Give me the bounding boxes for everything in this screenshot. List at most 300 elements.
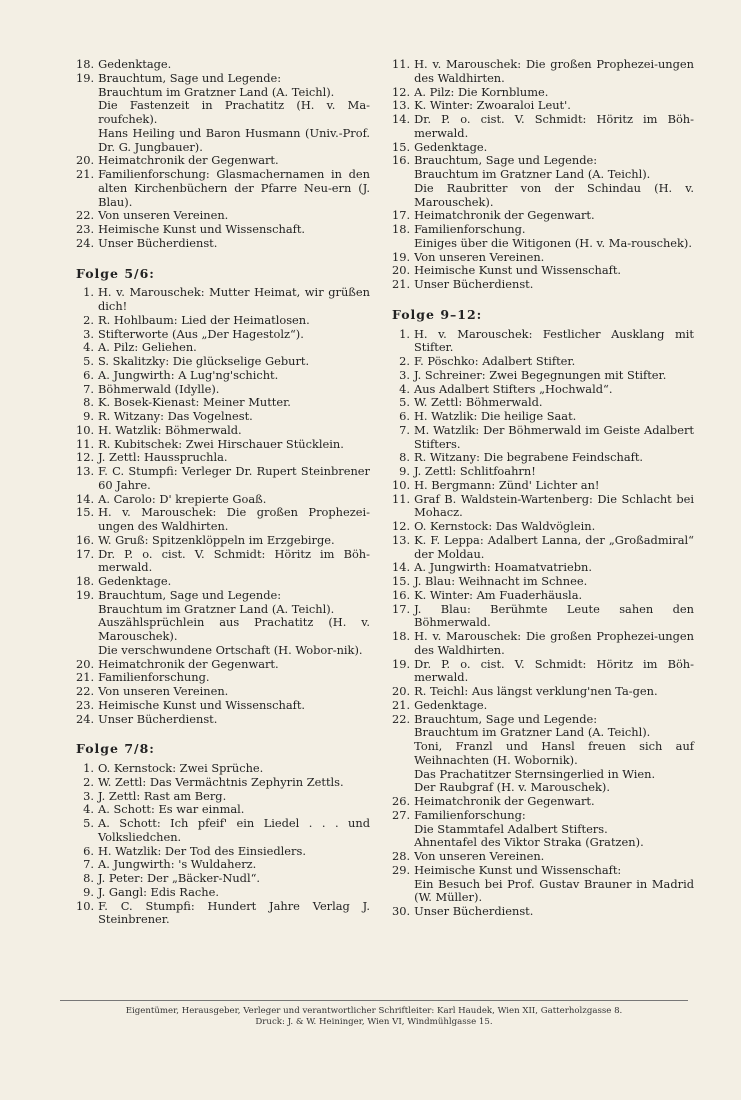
entry-number: 11.	[392, 491, 411, 506]
entry-text	[414, 850, 694, 864]
entry-text	[414, 479, 694, 493]
entry-text	[98, 872, 370, 886]
entry-title: Graf B. Waldstein-Wartenberg: Die Schlacht bei Mohacz.	[414, 491, 694, 520]
entry-text	[98, 790, 370, 804]
entry-text	[98, 658, 370, 672]
entry-text	[414, 328, 694, 356]
entry-text	[414, 603, 694, 631]
toc-entry	[76, 383, 370, 397]
toc-entry	[76, 858, 370, 872]
toc-entry	[392, 99, 694, 113]
toc-entry	[76, 845, 370, 859]
entry-subitem: Einiges über die Witigonen (H. v. Ma-rouschek).	[414, 235, 692, 250]
left-column	[76, 58, 370, 927]
toc-entry	[76, 424, 370, 438]
entry-number: 13.	[392, 98, 411, 113]
entry-text	[414, 154, 694, 209]
toc-entry	[76, 817, 370, 845]
entry-text	[414, 424, 694, 452]
entry-title: A. Jungwirth: 's Wuldaherz.	[98, 857, 257, 872]
entry-number: 7.	[83, 857, 94, 872]
toc-entry	[392, 369, 694, 383]
entry-text	[98, 396, 370, 410]
entry-title: R. Hohlbaum: Lied der Heimatlosen.	[98, 312, 310, 327]
entry-title: Gedenktage.	[414, 139, 488, 154]
entry-number: 17.	[392, 601, 411, 616]
toc-entry	[392, 278, 694, 292]
entry-subitem: Brauchtum im Gratzner Land (A. Teichl).	[414, 725, 651, 740]
entry-title: W. Gruß: Spitzenklöppeln im Erzgebirge.	[98, 532, 335, 547]
toc-entry	[392, 864, 694, 905]
entry-text	[414, 465, 694, 479]
entry-number: 17.	[76, 546, 95, 561]
entry-number: 4.	[399, 381, 410, 396]
entry-text	[414, 630, 694, 658]
toc-entry	[392, 424, 694, 452]
entry-text	[414, 383, 694, 397]
entry-number: 14.	[392, 560, 411, 575]
entry-number: 19.	[76, 587, 95, 602]
entry-title: Böhmerwald (Idylle).	[98, 381, 220, 396]
entry-title: Stifterworte (Aus „Der Hagestolz“).	[98, 326, 304, 341]
entry-title: J. Schreiner: Zwei Begegnungen mit Stifter.	[414, 367, 667, 382]
entry-number: 14.	[392, 112, 411, 126]
entry-text	[414, 113, 694, 141]
entry-subitem: Der Raubgraf (H. v. Marouschek).	[414, 780, 610, 795]
entry-text	[414, 685, 694, 699]
toc-entry	[76, 671, 370, 685]
toc-entry	[392, 685, 694, 699]
entry-number: 2.	[83, 312, 94, 327]
entry-number: 30.	[392, 904, 411, 918]
toc-entry	[392, 850, 694, 864]
entry-text	[414, 223, 694, 251]
entry-title: W. Zettl: Das Vermächtnis Zephyrin Zettls.	[98, 774, 344, 789]
toc-entry	[76, 506, 370, 534]
toc-entry	[76, 762, 370, 776]
entry-number: 18.	[76, 57, 95, 71]
entry-number: 11.	[392, 57, 411, 71]
section-heading: Folge 5/6:	[76, 265, 155, 281]
entry-subitem: Das Prachatitzer Sternsingerlied in Wien.	[414, 766, 656, 781]
entry-title: A. Jungwirth: A Lug'ng'schicht.	[98, 367, 279, 382]
entry-title: H. v. Marouschek: Die großen Prophezei-ungen des Waldhirten.	[414, 57, 694, 85]
toc-entry	[392, 264, 694, 278]
entry-subitem: Die Raubritter von der Schindau (H. v. Marouschek).	[414, 180, 694, 209]
entry-text	[414, 561, 694, 575]
entry-number: 1.	[399, 326, 410, 341]
section-heading: Folge 9–12:	[392, 306, 483, 322]
toc-entry	[76, 900, 370, 928]
entry-text	[98, 438, 370, 452]
entry-title: Gedenktage.	[98, 574, 172, 588]
entry-number: 16.	[392, 153, 411, 168]
entry-text	[98, 341, 370, 355]
entry-number: 21.	[392, 697, 411, 712]
toc-entry	[392, 520, 694, 534]
entry-text	[98, 589, 370, 658]
entry-number: 20.	[76, 153, 95, 168]
entry-text	[414, 905, 694, 919]
entry-title: Heimatchronik der Gegenwart.	[414, 794, 595, 808]
toc-entry	[392, 589, 694, 603]
entry-text	[98, 762, 370, 776]
toc-entry	[76, 872, 370, 886]
entry-number: 14.	[76, 491, 95, 506]
entry-text	[98, 493, 370, 507]
toc-entry	[76, 209, 370, 223]
entry-number: 5.	[399, 395, 410, 410]
entry-number: 12.	[392, 84, 411, 99]
entry-number: 20.	[76, 656, 95, 671]
toc-entry	[392, 561, 694, 575]
entry-subitem: Die Stammtafel Adalbert Stifters.	[414, 821, 608, 836]
toc-entry	[76, 410, 370, 424]
right-block1	[392, 58, 694, 292]
toc-entry	[76, 223, 370, 237]
entry-subitem: Auszählsprüchlein aus Prachatitz (H. v. Marouschek).	[98, 615, 370, 643]
toc-entry	[392, 355, 694, 369]
entry-number: 19.	[76, 70, 95, 85]
entry-title: A. Pilz: Geliehen.	[98, 340, 197, 355]
entry-title: J. Blau: Weihnacht im Schnee.	[414, 574, 588, 588]
entry-text	[414, 278, 694, 292]
entry-text	[98, 424, 370, 438]
entry-number: 6.	[83, 367, 94, 382]
entry-number: 23.	[76, 697, 95, 712]
toc-entry	[392, 209, 694, 223]
entry-text	[98, 383, 370, 397]
left-block2	[76, 286, 370, 726]
toc-entry	[392, 713, 694, 796]
entry-subitem: Toni, Franzl und Hansl freuen sich auf Weihnachten (H. Wobornik).	[414, 739, 694, 767]
entry-number: 2.	[399, 354, 410, 368]
entry-title: K. F. Leppa: Adalbert Lanna, der „Großadmiral“ der Moldau.	[414, 532, 694, 561]
entry-title: Unser Bücherdienst.	[414, 904, 534, 918]
toc-entry	[392, 603, 694, 631]
toc-entry	[76, 451, 370, 465]
toc-entry	[392, 809, 694, 850]
entry-text	[98, 237, 370, 251]
entry-title: Brauchtum, Sage und Legende:	[98, 70, 282, 85]
entry-title: J. Zettl: Rast am Berg.	[98, 788, 227, 803]
entry-text	[414, 396, 694, 410]
entry-title: J. Peter: Der „Bäcker-Nudl“.	[98, 871, 261, 885]
entry-title: R. Witzany: Das Vogelnest.	[98, 409, 253, 423]
entry-title: Von unseren Vereinen.	[414, 849, 545, 863]
toc-entry	[392, 383, 694, 397]
entry-title: O. Kernstock: Das Waldvöglein.	[414, 519, 596, 533]
entry-number: 24.	[76, 711, 95, 726]
entry-title: J. Blau: Berühmte Leute sahen den Böhmerwald.	[414, 601, 694, 630]
entry-text	[98, 671, 370, 685]
entry-subitem: Ahnentafel des Viktor Straka (Gratzen).	[414, 835, 644, 850]
entry-number: 12.	[392, 519, 411, 533]
entry-text	[98, 575, 370, 589]
toc-entry	[76, 534, 370, 548]
entry-number: 20.	[392, 684, 411, 698]
entry-number: 9.	[399, 464, 410, 478]
toc-entry	[76, 685, 370, 699]
entry-number: 10.	[76, 898, 95, 913]
entry-text	[414, 658, 694, 686]
entry-title: W. Zettl: Böhmerwald.	[414, 395, 543, 410]
entry-number: 3.	[83, 326, 94, 341]
entry-subitem: Ein Besuch bei Prof. Gustav Brauner in Madrid (W. Müller).	[414, 876, 694, 905]
entry-text	[414, 410, 694, 424]
entry-number: 9.	[83, 409, 94, 423]
entry-text	[98, 845, 370, 859]
entry-text	[98, 72, 370, 155]
entry-title: Brauchtum, Sage und Legende:	[414, 153, 598, 168]
toc-entry	[392, 575, 694, 589]
toc-entry	[76, 776, 370, 790]
entry-number: 16.	[392, 587, 411, 602]
entry-title: Von unseren Vereinen.	[414, 249, 545, 264]
entry-number: 19.	[392, 249, 411, 264]
toc-entry	[392, 465, 694, 479]
toc-entry	[76, 589, 370, 658]
toc-entry	[392, 328, 694, 356]
entry-text	[414, 493, 694, 521]
toc-entry	[76, 658, 370, 672]
entry-number: 13.	[392, 532, 411, 547]
entry-text	[98, 534, 370, 548]
entry-text	[414, 589, 694, 603]
entry-title: Brauchtum, Sage und Legende:	[98, 587, 282, 602]
toc-entry	[76, 168, 370, 209]
entry-title: J. Gangl: Edis Rache.	[98, 884, 219, 899]
entry-number: 26.	[392, 794, 411, 808]
entry-title: A. Carolo: D' krepierte Goaß.	[98, 491, 267, 506]
right-block2	[392, 328, 694, 919]
toc-entry	[392, 141, 694, 155]
toc-entry	[76, 713, 370, 727]
entry-number: 6.	[83, 843, 94, 858]
entry-text	[98, 858, 370, 872]
entry-number: 1.	[83, 285, 94, 300]
entry-title: R. Kubitschek: Zwei Hirschauer Stücklein.	[98, 436, 344, 451]
entry-title: H. Watzlik: Die heilige Saat.	[414, 409, 577, 423]
toc-entry	[76, 790, 370, 804]
entry-number: 22.	[392, 711, 411, 726]
entry-text	[414, 575, 694, 589]
entry-title: Heimische Kunst und Wissenschaft.	[98, 697, 306, 712]
entry-title: K. Winter: Am Fuaderhäusla.	[414, 587, 583, 602]
entry-title: F. C. Stumpfi: Hundert Jahre Verlag J. Steinbrener.	[98, 898, 370, 927]
entry-title: Unser Bücherdienst.	[98, 235, 218, 250]
entry-title: M. Watzlik: Der Böhmerwald im Geiste Adalbert Stifters.	[414, 422, 694, 451]
entry-number: 3.	[83, 788, 94, 803]
entry-title: O. Kernstock: Zwei Sprüche.	[98, 761, 264, 775]
toc-entry	[76, 465, 370, 493]
entry-title: J. Zettl: Schlitfoahrn!	[414, 464, 536, 478]
entry-text	[414, 699, 694, 713]
entry-title: A. Jungwirth: Hoamatvatriebn.	[414, 560, 592, 575]
entry-text	[98, 803, 370, 817]
entry-title: A. Pilz: Die Kornblume.	[414, 84, 549, 99]
toc-entry	[392, 479, 694, 493]
toc-entry	[76, 575, 370, 589]
entry-text	[414, 369, 694, 383]
toc-entry	[76, 803, 370, 817]
entry-text	[414, 58, 694, 86]
entry-number: 4.	[83, 802, 94, 817]
entry-title: Heimatchronik der Gegenwart.	[98, 656, 279, 671]
printer-line: Druck: J. & W. Heininger, Wien VI, Windmühlgasse 15.	[255, 1017, 493, 1027]
entry-title: Dr. P. o. cist. V. Schmidt: Höritz im Böh-merwald.	[98, 546, 370, 575]
entry-text	[98, 900, 370, 928]
entry-number: 18.	[392, 629, 411, 643]
entry-title: Unser Bücherdienst.	[414, 277, 534, 291]
entry-title: Von unseren Vereinen.	[98, 208, 229, 223]
entry-text	[98, 506, 370, 534]
entry-number: 3.	[399, 367, 410, 382]
entry-number: 15.	[392, 139, 411, 154]
entry-text	[98, 223, 370, 237]
entry-number: 2.	[83, 774, 94, 789]
entry-title: Heimische Kunst und Wissenschaft.	[98, 222, 306, 236]
entry-number: 15.	[392, 574, 411, 588]
entry-text	[98, 886, 370, 900]
entry-text	[414, 451, 694, 465]
left-block1	[76, 58, 370, 251]
entry-text	[98, 209, 370, 223]
toc-entry	[76, 396, 370, 410]
entry-number: 17.	[392, 208, 411, 223]
entry-text	[98, 168, 370, 209]
entry-text	[98, 465, 370, 493]
entry-text	[414, 355, 694, 369]
toc-entry	[76, 341, 370, 355]
entry-text	[414, 86, 694, 100]
entry-subitem: Brauchtum im Gratzner Land (A. Teichl).	[98, 601, 335, 616]
section-heading: Folge 7/8:	[76, 741, 155, 757]
entry-number: 21.	[76, 167, 95, 181]
toc-entry	[392, 699, 694, 713]
entry-number: 5.	[83, 354, 94, 368]
entry-text	[98, 286, 370, 314]
entry-title: Heimatchronik der Gegenwart.	[98, 153, 279, 168]
entry-title: H. v. Marouschek: Die großen Prophezei-ungen des Waldhirten.	[414, 629, 694, 657]
entry-text	[414, 713, 694, 796]
entry-title: K. Winter: Zwoaraloi Leut'.	[414, 98, 571, 113]
entry-number: 8.	[83, 395, 94, 410]
entry-number: 22.	[76, 684, 95, 698]
entry-subitem: Die Fastenzeit in Prachatitz (H. v. Ma-roufchek).	[98, 98, 370, 126]
entry-number: 24.	[76, 235, 95, 250]
entry-title: Heimische Kunst und Wissenschaft:	[414, 862, 622, 877]
toc-entry	[392, 410, 694, 424]
entry-text	[98, 817, 370, 845]
entry-title: F. C. Stumpfi: Verleger Dr. Rupert Steinbrener 60 Jahre.	[98, 464, 370, 492]
entry-number: 18.	[76, 574, 95, 588]
entry-text	[98, 699, 370, 713]
entry-number: 16.	[76, 532, 95, 547]
entry-title: Heimische Kunst und Wissenschaft.	[414, 263, 622, 278]
left-block3	[76, 762, 370, 927]
toc-entry	[76, 314, 370, 328]
entry-number: 19.	[392, 656, 411, 671]
entry-number: 29.	[392, 862, 411, 877]
entry-title: Dr. P. o. cist. V. Schmidt: Höritz im Böh-merwald.	[414, 656, 694, 685]
toc-entry	[76, 493, 370, 507]
entry-text	[98, 685, 370, 699]
entry-text	[98, 713, 370, 727]
entry-title: Familienforschung: Glasmachernamen in den alten Kirchenbüchern der Pfarre Neu-ern (J. Blau).	[98, 167, 370, 209]
toc-entry	[76, 328, 370, 342]
entry-number: 18.	[392, 222, 411, 236]
entry-number: 7.	[399, 422, 410, 437]
entry-title: Unser Bücherdienst.	[98, 711, 218, 726]
entry-number: 15.	[76, 505, 95, 520]
entry-title: Brauchtum, Sage und Legende:	[414, 711, 598, 726]
entry-title: Aus Adalbert Stifters „Hochwald“.	[414, 381, 613, 396]
entry-number: 8.	[83, 871, 94, 885]
toc-entry	[392, 630, 694, 658]
toc-entry	[76, 286, 370, 314]
entry-number: 28.	[392, 849, 411, 863]
entry-title: Familienforschung.	[414, 222, 526, 236]
entry-title: Gedenktage.	[414, 697, 488, 712]
entry-number: 12.	[76, 450, 95, 465]
entry-number: 23.	[76, 222, 95, 236]
footer-divider	[60, 1000, 688, 1001]
entry-title: K. Bosek-Kienast: Meiner Mutter.	[98, 395, 291, 410]
toc-entry	[76, 886, 370, 900]
toc-entry	[392, 658, 694, 686]
toc-entry	[392, 905, 694, 919]
toc-entry	[392, 493, 694, 521]
entry-text	[98, 314, 370, 328]
entry-number: 22.	[76, 208, 95, 223]
entry-subitem: Hans Heiling und Baron Husmann (Univ.-Prof. Dr. G. Jungbauer).	[98, 125, 370, 154]
toc-entry	[392, 154, 694, 209]
toc-entry	[76, 699, 370, 713]
toc-entry	[76, 154, 370, 168]
entry-number: 4.	[83, 340, 94, 355]
toc-entry	[392, 251, 694, 265]
entry-subitem: Brauchtum im Gratzner Land (A. Teichl).	[414, 167, 651, 181]
entry-title: Dr. P. o. cist. V. Schmidt: Höritz im Böh-merwald.	[414, 112, 694, 140]
entry-title: A. Schott: Es war einmal.	[98, 802, 245, 817]
toc-entry	[392, 396, 694, 410]
entry-number: 8.	[399, 450, 410, 465]
entry-title: F. Pöschko: Adalbert Stifter.	[414, 354, 576, 368]
entry-title: H. Bergmann: Zünd' Lichter an!	[414, 477, 600, 492]
imprint-line: Eigentümer, Herausgeber, Verleger und verantwortlicher Schriftleiter: Karl Haudek, Wien XII, Gatterholzgasse 8.	[125, 1006, 623, 1016]
entry-title: Gedenktage.	[98, 57, 172, 71]
toc-entry	[76, 355, 370, 369]
entry-text	[414, 520, 694, 534]
entry-number: 9.	[83, 884, 94, 899]
toc-entry	[76, 548, 370, 576]
entry-number: 27.	[392, 807, 411, 822]
entry-text	[414, 209, 694, 223]
entry-text	[414, 809, 694, 850]
entry-text	[414, 534, 694, 562]
entry-number: 6.	[399, 409, 410, 423]
entry-title: Von unseren Vereinen.	[98, 684, 229, 698]
entry-title: H. v. Marouschek: Festlicher Ausklang mit Stifter.	[414, 326, 694, 355]
entry-number: 11.	[76, 436, 95, 451]
entry-text	[98, 451, 370, 465]
toc-entry	[392, 86, 694, 100]
toc-entry	[76, 237, 370, 251]
entry-title: Familienforschung.	[98, 670, 210, 685]
entry-title: R. Teichl: Aus längst verklung'nen Ta-gen.	[414, 684, 658, 698]
toc-entry	[76, 369, 370, 383]
